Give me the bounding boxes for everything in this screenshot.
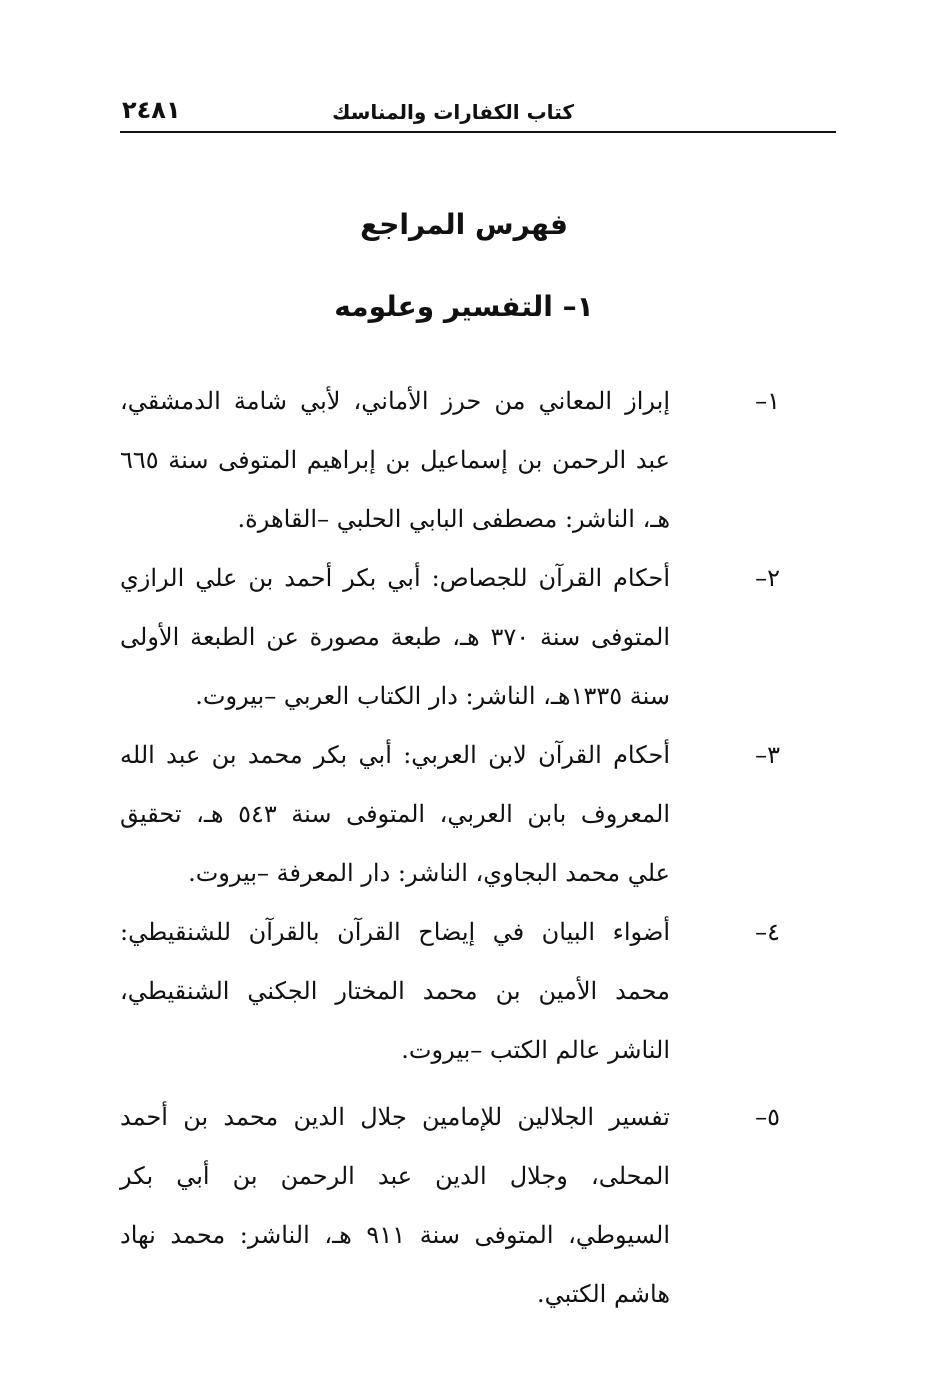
reference-text: تفسير الجلالين للإمامين جلال الدين محمد بن أحمد المحلى، وجلال الدين عبد الرحمن بن أبي بكر السيوطي، المتوفى سنة ٩١١ هـ، الناشر: محمد نهاد هاشم الكتبي.: [120, 1103, 671, 1308]
reference-text: إبراز المعاني من حرز الأماني، لأبي شامة الدمشقي، عبد الرحمن بن إسماعيل بن إبراهيم المتوفى سنة ٦٦٥ هـ، الناشر: مصطفى البابي الحلبي –القاهرة.: [120, 387, 670, 533]
reference-number: ٣–: [755, 741, 780, 769]
running-header: [120, 92, 836, 132]
reference-number: ٤–: [755, 918, 780, 946]
reference-text: أحكام القرآن للجصاص: أبي بكر أحمد بن علي الرازي المتوفى سنة ٣٧٠ هـ، طبعة مصورة عن الطبعة الأولى سنة ١٣٣٥هـ، الناشر: دار الكتاب العربي –بيروت.: [120, 564, 670, 710]
reference-item-1: [120, 372, 780, 549]
reference-number: ٥–: [755, 1103, 780, 1131]
section-subtitle: ١– التفسير وعلومه: [334, 290, 594, 323]
reference-number: ٢–: [755, 564, 780, 592]
reference-number: ١–: [755, 387, 780, 415]
reference-text: أضواء البيان في إيضاح القرآن بالقرآن للشنقيطي: محمد الأمين بن محمد المختار الجكني الشنقيطي، الناشر عالم الكتب –بيروت.: [120, 918, 670, 1064]
reference-item-5: [120, 1088, 780, 1324]
reference-text: أحكام القرآن لابن العربي: أبي بكر محمد بن عبد الله المعروف بابن العربي، المتوفى سنة ٥٤٣ هـ، تحقيق علي محمد البجاوي، الناشر: دار المعرفة –بيروت.: [120, 741, 670, 887]
book-title: كتاب الكفارات والمناسك: [332, 100, 574, 124]
page-number: ٢٤٨١: [122, 96, 181, 124]
page-title: فهرس المراجع: [360, 208, 568, 241]
header-rule: [120, 131, 836, 133]
reference-item-3: [120, 726, 780, 903]
reference-item-4: [120, 903, 780, 1080]
reference-list: [120, 372, 780, 1324]
spacer: [120, 1080, 780, 1088]
reference-item-2: [120, 549, 780, 726]
